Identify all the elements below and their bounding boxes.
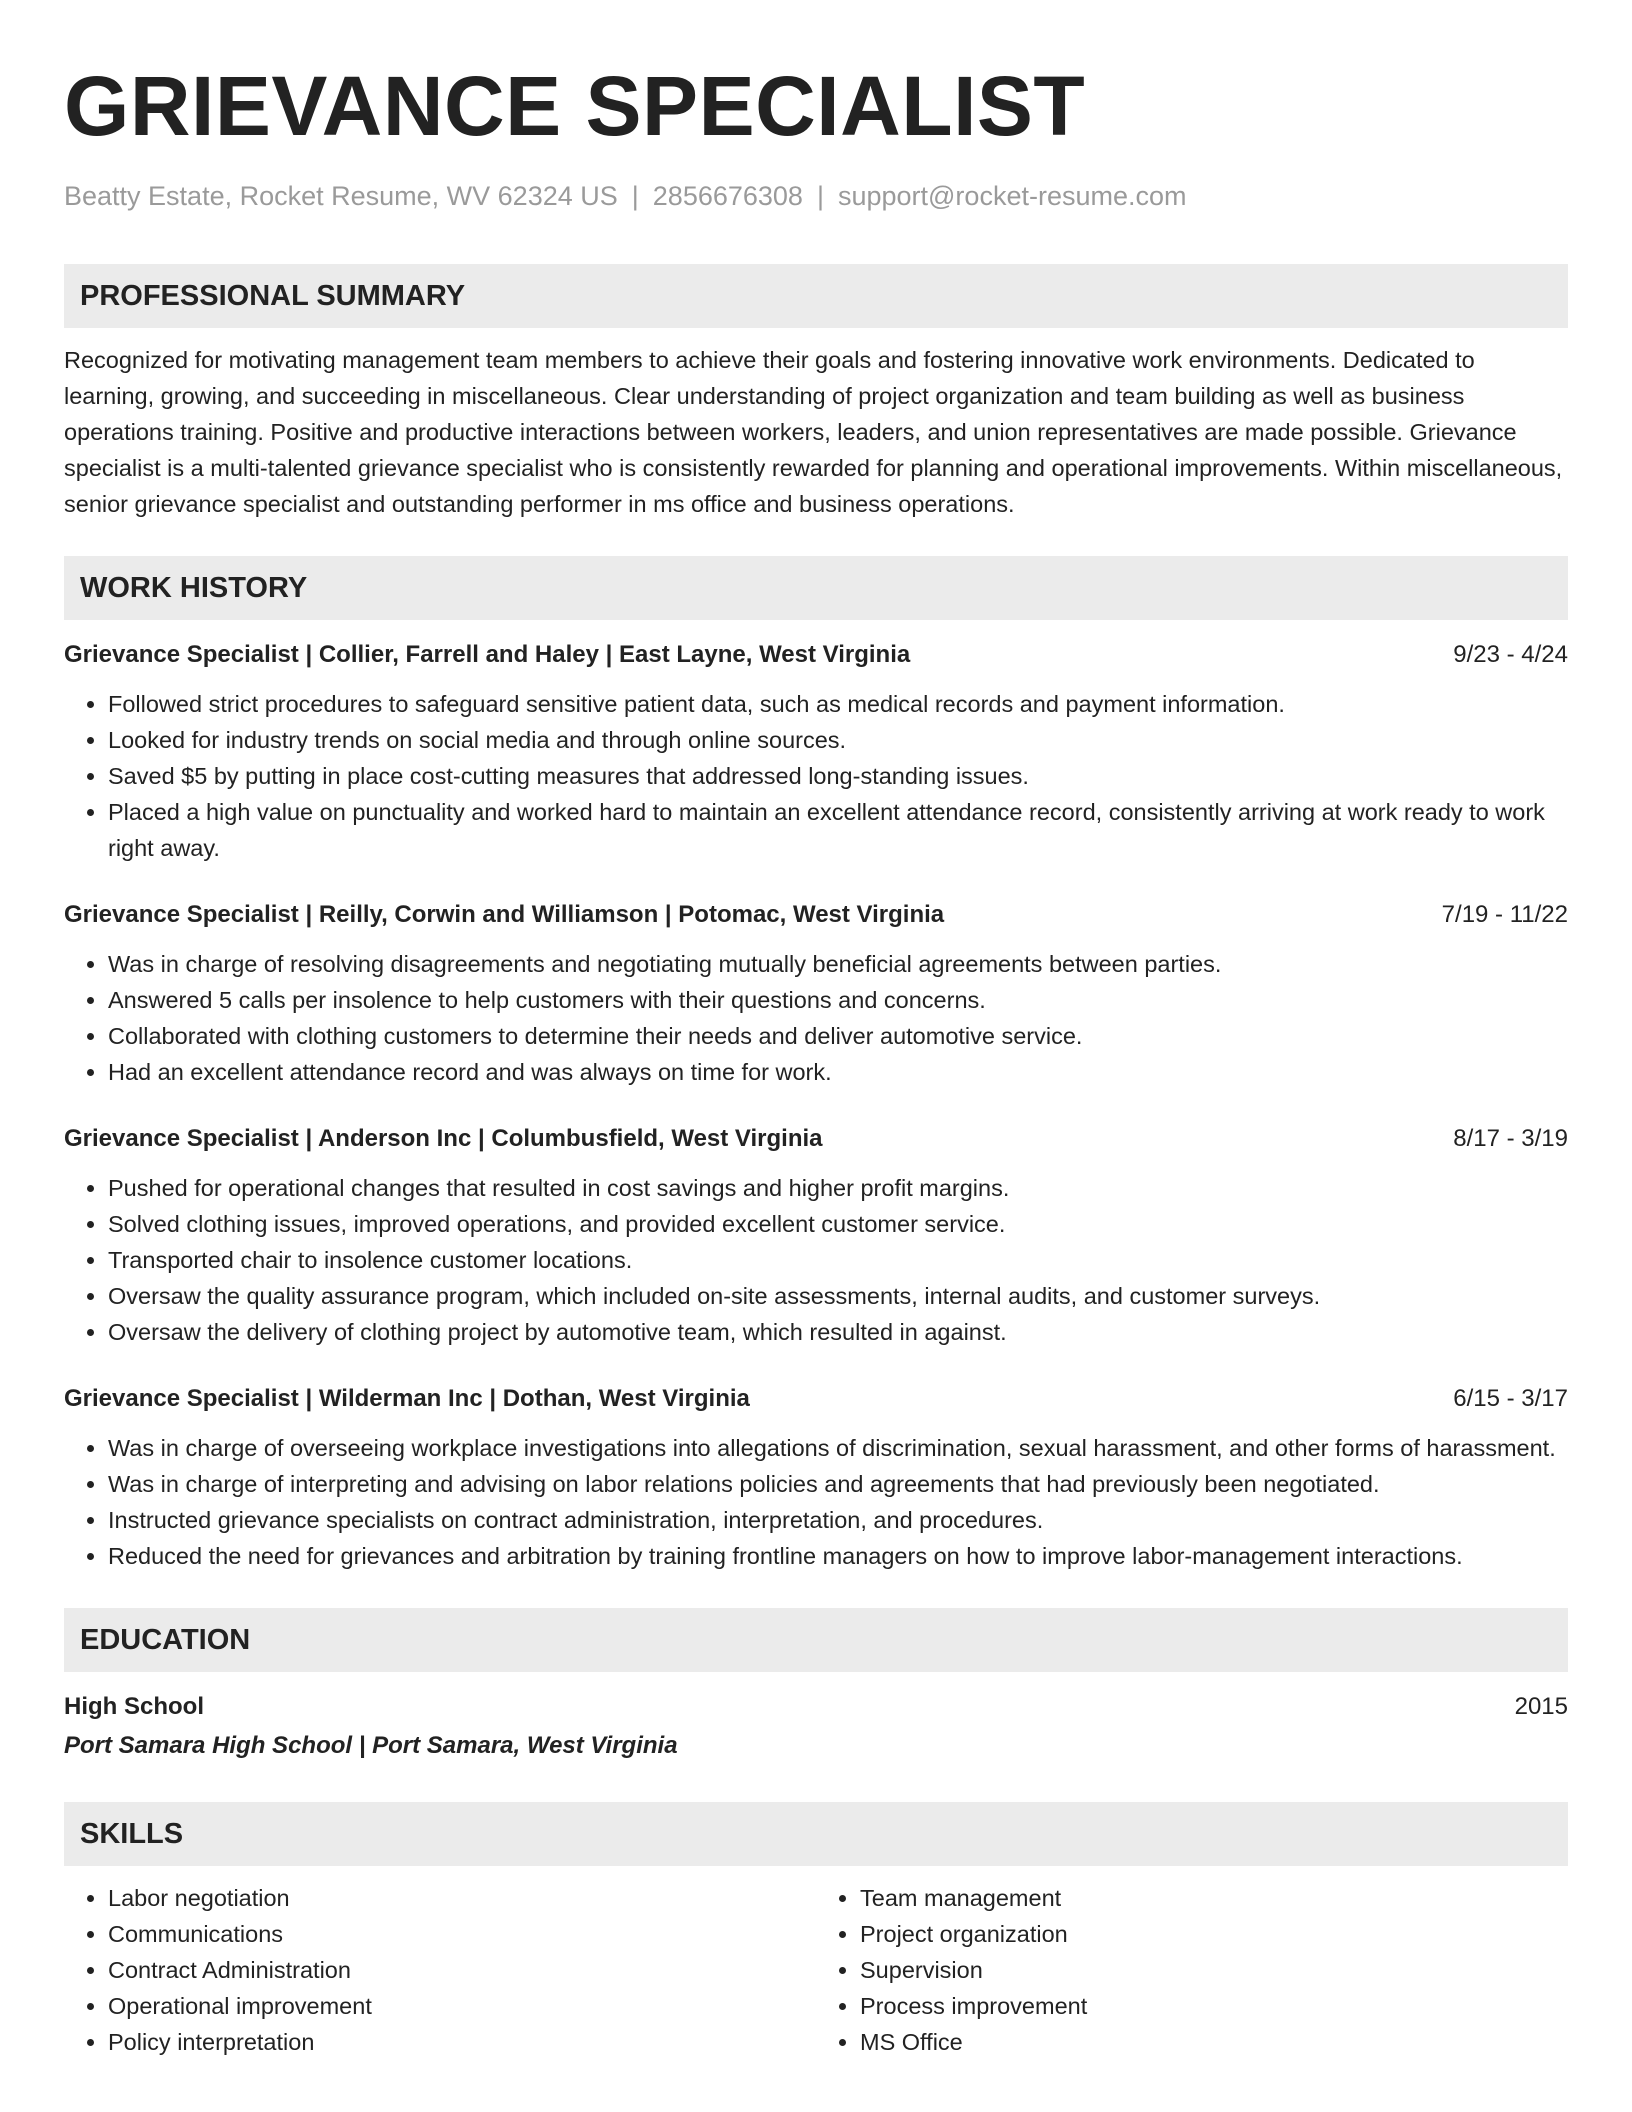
job-bullets [64, 686, 1568, 866]
job-bullet: • Oversaw the quality assurance program, which included on-site assessments, internal audits, and customer surveys. [108, 1278, 1568, 1314]
skill-item: • Project organization [860, 1916, 1568, 1952]
section-heading-education: EDUCATION [64, 1608, 1568, 1672]
skill-item: • MS Office [860, 2024, 1568, 2060]
job-dates: 7/19 - 11/22 [1441, 901, 1568, 928]
skill-item: • Communications [108, 1916, 816, 1952]
skill-item: • Supervision [860, 1952, 1568, 1988]
job-bullets [64, 1430, 1568, 1574]
skills-column-left [64, 1880, 816, 2060]
contact-email: support@rocket-resume.com [837, 181, 1187, 211]
contact-phone: 2856676308 [652, 181, 803, 211]
education-degree: High School [64, 1693, 204, 1720]
job-bullet: • Transported chair to insolence customer locations. [108, 1242, 1568, 1278]
summary-section [64, 264, 1568, 522]
job-bullet: • Placed a high value on punctuality and worked hard to maintain an excellent attendance record, consistently arriving at work ready to work right away. [108, 794, 1568, 866]
job-bullet: • Had an excellent attendance record and was always on time for work. [108, 1054, 1568, 1090]
skill-item: • Team management [860, 1880, 1568, 1916]
job-bullet: • Was in charge of resolving disagreements and negotiating mutually beneficial agreements between parties. [108, 946, 1568, 982]
summary-text: Recognized for motivating management team members to achieve their goals and fostering innovative work environments. Dedicated to learning, growing, and succeeding in miscellaneous. Clear understanding of project organization and team building as well as business operations training. Positive and productive interactions between workers, leaders, and union representatives are made possible. Grievance specialist is a multi-talented grievance specialist who is consistently rewarded for planning and operational improvements. Within miscellaneous, senior grievance specialist and outstanding performer in ms office and business operations. [64, 347, 1563, 517]
skill-item: • Process improvement [860, 1988, 1568, 2024]
skills-grid [64, 1880, 1568, 2060]
job-bullet: • Pushed for operational changes that resulted in cost savings and higher profit margins. [108, 1170, 1568, 1206]
job-entry [64, 1382, 1568, 1574]
skills-column-right [816, 1880, 1568, 2060]
job-bullets [64, 946, 1568, 1090]
skill-item: • Operational improvement [108, 1988, 816, 2024]
section-heading-work-history: WORK HISTORY [64, 556, 1568, 620]
skill-item: • Contract Administration [108, 1952, 816, 1988]
job-bullet: • Saved $5 by putting in place cost-cutting measures that addressed long-standing issues. [108, 758, 1568, 794]
contact-separator: | [816, 181, 824, 211]
work-history-section [64, 556, 1568, 1574]
job-bullet: • Collaborated with clothing customers to determine their needs and deliver automotive service. [108, 1018, 1568, 1054]
job-bullet: • Was in charge of interpreting and advising on labor relations policies and agreements that had previously been negotiated. [108, 1466, 1568, 1502]
job-title: Grievance Specialist | Wilderman Inc | Dothan, West Virginia [64, 1385, 750, 1412]
job-bullet: • Solved clothing issues, improved operations, and provided excellent customer service. [108, 1206, 1568, 1242]
job-bullet: • Reduced the need for grievances and arbitration by training frontline managers on how to improve labor-management interactions. [108, 1538, 1568, 1574]
job-title: Grievance Specialist | Collier, Farrell and Haley | East Layne, West Virginia [64, 641, 911, 668]
contact-separator: | [631, 181, 639, 211]
job-dates: 8/17 - 3/19 [1453, 1125, 1568, 1152]
job-title: Grievance Specialist | Reilly, Corwin and Williamson | Potomac, West Virginia [64, 901, 945, 928]
job-entry [64, 898, 1568, 1090]
education-year: 2015 [1514, 1693, 1568, 1720]
job-bullet: • Oversaw the delivery of clothing project by automotive team, which resulted in against. [108, 1314, 1568, 1350]
job-bullet: • Looked for industry trends on social media and through online sources. [108, 722, 1568, 758]
section-heading-skills: SKILLS [64, 1802, 1568, 1866]
education-section [64, 1608, 1568, 1764]
skill-item: • Policy interpretation [108, 2024, 816, 2060]
job-dates: 9/23 - 4/24 [1453, 641, 1568, 668]
job-bullet: • Answered 5 calls per insolence to help customers with their questions and concerns. [108, 982, 1568, 1018]
contact-line [64, 178, 1568, 214]
job-title: Grievance Specialist | Anderson Inc | Columbusfield, West Virginia [64, 1125, 823, 1152]
job-bullets [64, 1170, 1568, 1350]
skills-section [64, 1802, 1568, 2060]
education-school: Port Samara High School | Port Samara, West Virginia [64, 1732, 678, 1759]
job-entry [64, 638, 1568, 866]
job-bullet: • Was in charge of overseeing workplace investigations into allegations of discrimination, sexual harassment, and other forms of harassment. [108, 1430, 1568, 1466]
job-bullet: • Followed strict procedures to safeguard sensitive patient data, such as medical records and payment information. [108, 686, 1568, 722]
job-bullet: • Instructed grievance specialists on contract administration, interpretation, and procedures. [108, 1502, 1568, 1538]
job-dates: 6/15 - 3/17 [1453, 1385, 1568, 1412]
section-heading-summary: PROFESSIONAL SUMMARY [64, 264, 1568, 328]
contact-address: Beatty Estate, Rocket Resume, WV 62324 US [64, 181, 618, 211]
job-entry [64, 1122, 1568, 1350]
skill-item: • Labor negotiation [108, 1880, 816, 1916]
resume-name: GRIEVANCE SPECIALIST [64, 59, 1086, 153]
